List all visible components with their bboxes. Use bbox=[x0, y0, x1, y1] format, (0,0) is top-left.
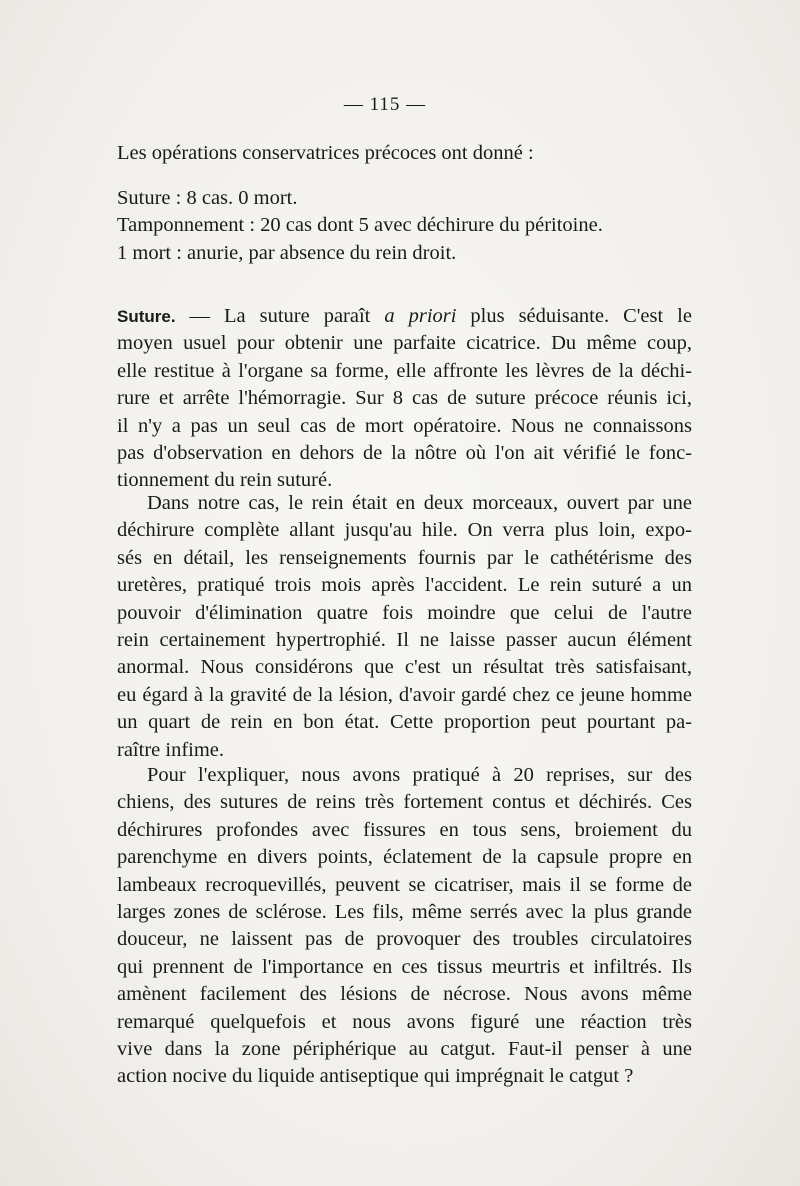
suture-dash-text: — La suture paraît bbox=[175, 305, 385, 327]
paragraph-last-line: action nocive du liquide antiseptique qui imprégnait le catgut ? bbox=[117, 1065, 634, 1088]
paragraph-last-line: raître infime. bbox=[117, 738, 225, 761]
suture-heading: Suture. bbox=[117, 307, 176, 326]
paragraph-line: lambeaux recroquevillés, peuvent se cicatriser, mais il se forme de bbox=[117, 873, 692, 896]
paragraph-line: rein certainement hypertrophié. Il ne laisse passer aucun élément bbox=[117, 629, 692, 652]
suture-paragraph bbox=[117, 303, 692, 495]
paragraph-line: déchirures profondes avec fissures en tous sens, broiement du bbox=[117, 818, 692, 841]
suture-first-line bbox=[117, 303, 692, 330]
paragraph-line: il n'y a pas un seul cas de mort opératoire. Nous ne connaissons bbox=[117, 414, 692, 437]
paragraph-line: Dans notre cas, le rein était en deux morceaux, ouvert par une bbox=[147, 492, 692, 514]
paragraph-line: déchirure complète allant jusqu'au hile. On verra plus loin, expo- bbox=[117, 519, 692, 542]
paragraph-line: larges zones de sclérose. Les fils, même serrés avec la plus grande bbox=[117, 901, 692, 924]
paragraph-line: douceur, ne laissent pas de provoquer des troubles circulatoires bbox=[117, 928, 692, 951]
result-suture: Suture : 8 cas. 0 mort. bbox=[117, 187, 298, 209]
intro-line: Les opérations conservatrices précoces ont donné : bbox=[117, 142, 534, 164]
result-mort: 1 mort : anurie, par absence du rein droit. bbox=[117, 241, 457, 264]
paragraph-line: amènent facilement des lésions de nécrose. Nous avons même bbox=[117, 983, 692, 1006]
result-tamponnement: Tamponnement : 20 cas dont 5 avec déchirure du péritoine. bbox=[117, 214, 603, 237]
suture-italic: a priori bbox=[384, 305, 457, 327]
intro-block bbox=[117, 140, 692, 167]
paragraph-line: anormal. Nous considérons que c'est un résultat très satisfaisant, bbox=[117, 656, 692, 679]
paragraph-line: parenchyme en divers points, éclatement de la capsule propre en bbox=[117, 846, 692, 869]
paragraph-line: chiens, des sutures de reins très fortement contus et déchirés. Ces bbox=[117, 791, 692, 814]
paragraph-line: sés en détail, les renseignements fournis par le cathétérisme des bbox=[117, 546, 692, 569]
paragraph-2 bbox=[117, 490, 692, 764]
paragraph-3 bbox=[117, 762, 692, 1091]
paragraph-line: qui prennent de l'importance en ces tissus meurtris et infiltrés. Ils bbox=[117, 955, 692, 978]
paragraph-line: vive dans la zone périphérique au catgut. Faut-il penser à une bbox=[117, 1038, 692, 1061]
paragraph-line: eu égard à la gravité de la lésion, d'avoir gardé chez ce jeune homme bbox=[117, 683, 692, 706]
paragraph-line: pas d'observation en dehors de la nôtre où l'on ait vérifié le fonc- bbox=[117, 442, 692, 465]
paragraph-line: Pour l'expliquer, nous avons pratiqué à 20 reprises, sur des bbox=[147, 764, 692, 786]
paragraph-last-line: tionnement du rein suturé. bbox=[117, 469, 333, 492]
paragraph-line: rure et arrête l'hémorragie. Sur 8 cas de suture précoce réunis ici, bbox=[117, 387, 692, 410]
paragraph-line: un quart de rein en bon état. Cette proportion peut pourtant pa- bbox=[117, 711, 692, 734]
paragraph-line: elle restitue à l'organe sa forme, elle affronte les lèvres de la déchi- bbox=[117, 359, 692, 382]
page-number: — 115 — bbox=[343, 94, 427, 115]
results-list bbox=[117, 185, 692, 267]
paragraph-line: uretères, pratiqué trois mois après l'accident. Le rein suturé a un bbox=[117, 574, 692, 597]
paragraph-line: remarqué quelquefois et nous avons figuré une réaction très bbox=[117, 1010, 692, 1033]
paragraph-line: pouvoir d'élimination quatre fois moindre que celui de l'autre bbox=[117, 601, 692, 624]
paragraph-line: moyen usuel pour obtenir une parfaite cicatrice. Du même coup, bbox=[117, 332, 692, 355]
suture-rest-first: plus séduisante. C'est le bbox=[456, 305, 692, 327]
